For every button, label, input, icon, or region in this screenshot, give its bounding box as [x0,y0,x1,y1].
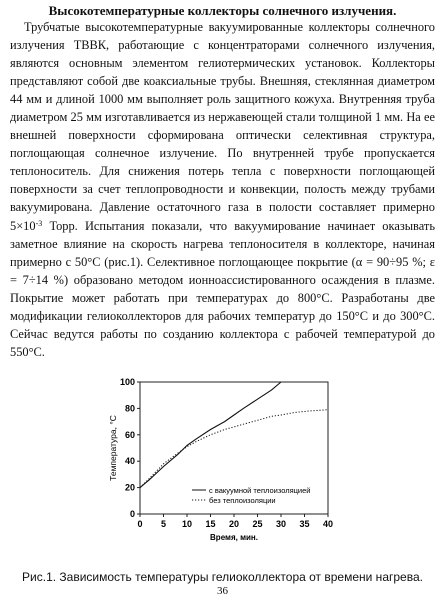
page-number: 36 [217,585,228,597]
y-tick-label: 20 [124,482,135,493]
y-axis-label: Температура, °С [108,415,118,481]
series-line-2 [140,410,328,488]
x-tick-label: 15 [205,519,216,529]
x-tick-label: 0 [137,519,143,529]
x-axis-label: Время, мин. [210,533,258,542]
y-tick-label: 40 [124,456,135,467]
y-tick-label: 60 [124,429,135,440]
x-tick-label: 30 [275,519,287,529]
temperature-chart [108,372,344,562]
pressure-exponent: -3 [35,218,43,228]
y-tick-label: 80 [124,403,135,414]
x-tick-label: 35 [299,519,310,529]
x-tick-label: 20 [228,519,240,529]
figure-chart [108,372,344,562]
body-text-part1: Трубчатые высокотемпературные вакуумированные коллекторы солнечного излучения ТВВК, работающие с концентраторами солнечного излучения, являются основным элементом гелиотермических установок. Коллекторы представляют собой две коаксиальные трубы. Внешняя, стеклянная диаметром 44 мм и длиной 1000 мм выполняет роль защитного кожуха. Внутренняя труба диаметром 25 мм изготавливается из нержавеющей стали толщиной 1 мм. На ее внешней поверхности сформирована оптически селективная структура, поглощающая солнечное излучение. По внутренней трубе пропускается теплоноситель. Для снижения потерь тепла с поверхности поглощающей поверхности за счет теплопроводности и конвекции, полость между трубами вакуумирована. Давление остаточного газа в полости составляет примерно 5×10 [10,20,435,233]
x-tick-label: 5 [160,519,167,529]
body-paragraph [10,18,435,361]
y-tick-label: 100 [119,377,135,387]
legend-label-2: без теплоизоляции [209,496,276,505]
series-line-1 [140,382,281,488]
x-tick-label: 10 [181,519,193,529]
legend-label-1: с вакуумной теплоизоляцией [209,486,311,495]
y-tick-label: 0 [129,509,135,519]
figure-caption: Рис.1. Зависимость температуры гелиоколлектора от времени нагрева. [22,570,423,584]
x-tick-label: 40 [322,519,334,529]
section-title: Высокотемпературные коллекторы солнечного излучения. [48,3,397,18]
body-text-part2: Торр. Испытания показали, что вакуумирование начинает оказывать заметное влияние на скорость нагрева теплоносителя в коллекторе, начиная примерно с 50°С (рис.1). Селективное поглощающее покрытие (α = 90÷95 %; ε = 7÷14 %) образовано методом ионноассистированного осаждения в плазме. Покрытие может работать при температурах до 800°С. Разработаны две модификации гелиоколлекторов для рабочих температур до 150°С и до 300°С. Сейчас ведутся работы по созданию коллектора с рабочей температурой до 550°С. [10,218,435,359]
x-tick-label: 25 [252,519,263,529]
